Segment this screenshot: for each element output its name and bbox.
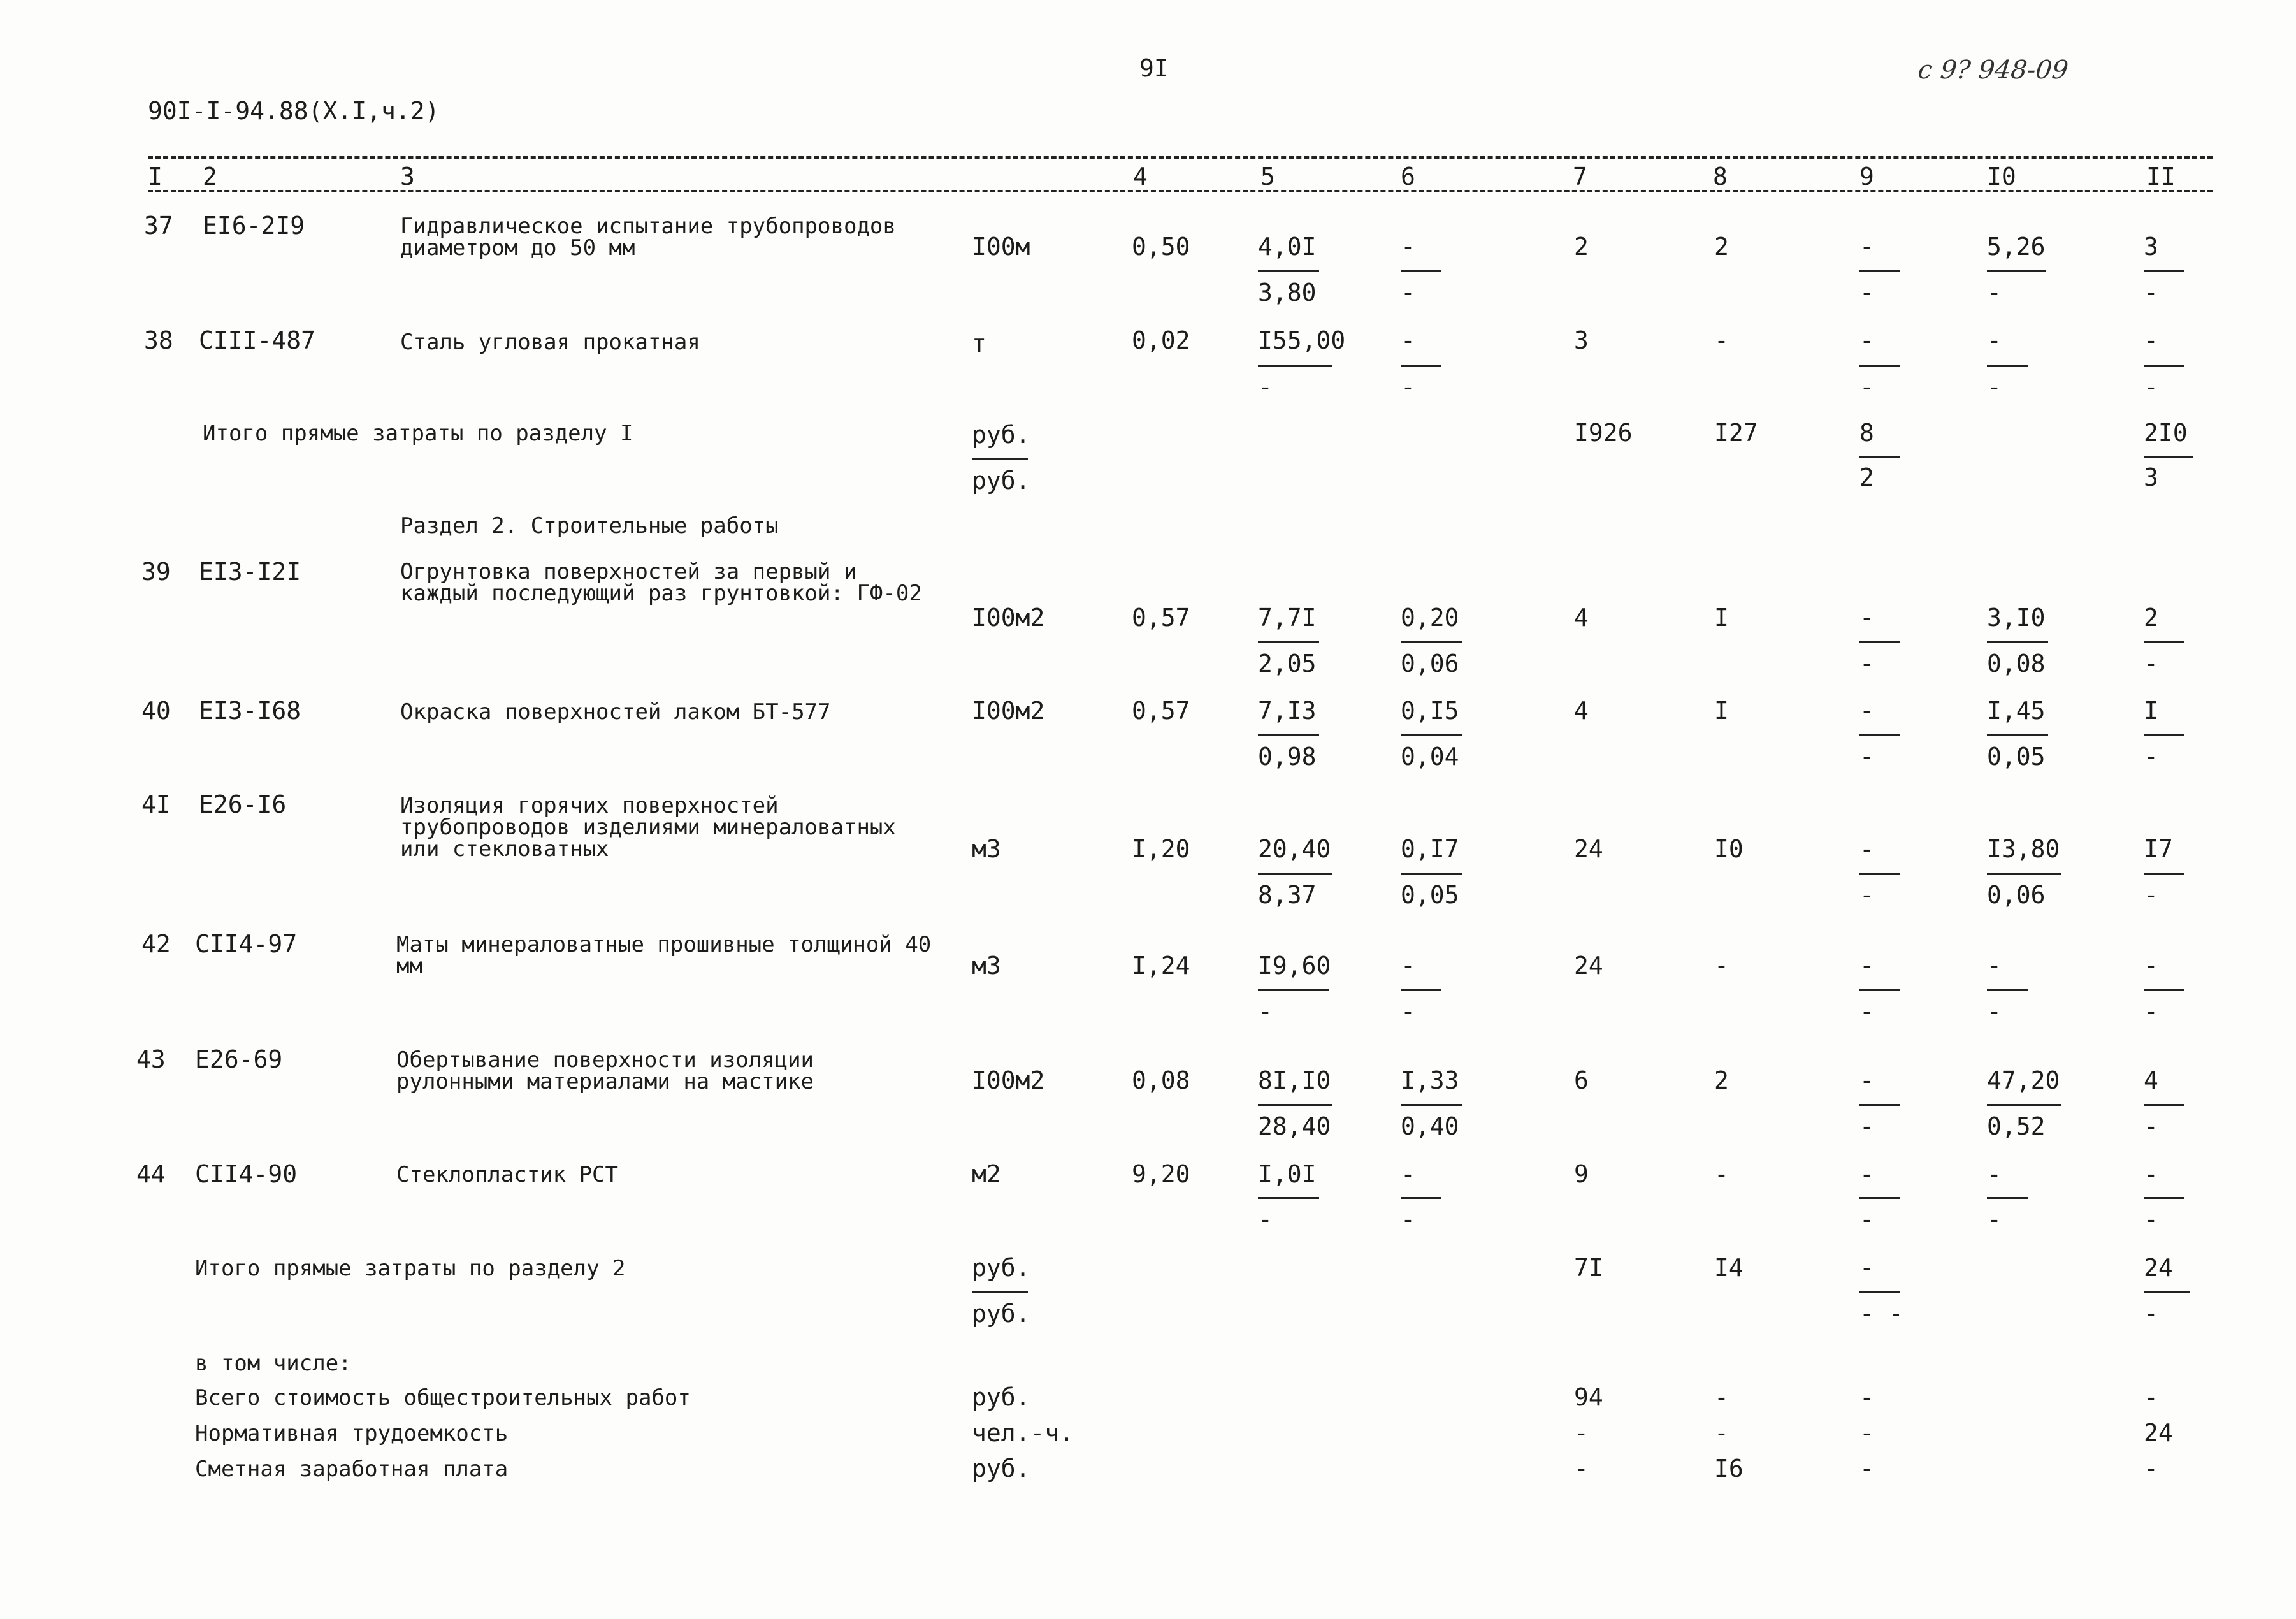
col5-fraction-line bbox=[1258, 270, 1319, 272]
row-col8: - bbox=[1714, 952, 1729, 980]
row-col5-bottom: 28,40 bbox=[1258, 1112, 1331, 1140]
col-header-2: 2 bbox=[203, 163, 217, 191]
row-col6-top: 0,I7 bbox=[1401, 835, 1459, 863]
col6-fraction-line bbox=[1401, 365, 1441, 367]
col10-fraction-line bbox=[1987, 1104, 2061, 1106]
row-col7: 2 bbox=[1574, 233, 1589, 261]
row-unit: I00м bbox=[972, 233, 1030, 261]
including-item-col8: - bbox=[1714, 1419, 1729, 1447]
col-header-11: II bbox=[2146, 163, 2176, 191]
including-item-col11: - bbox=[2144, 1383, 2158, 1411]
row-col8: I bbox=[1714, 604, 1729, 632]
col6-fraction-line bbox=[1401, 873, 1462, 875]
row-number: 37 bbox=[144, 212, 173, 240]
row-col7: 4 bbox=[1574, 697, 1589, 725]
col5-fraction-line bbox=[1258, 365, 1332, 367]
header-top-rule bbox=[148, 156, 2213, 159]
row-description: Маты минераловатные прошивные толщиной 40 мм bbox=[396, 932, 932, 979]
row-col6-bottom: - bbox=[1401, 279, 1415, 307]
col-header-8: 8 bbox=[1713, 163, 1728, 191]
row-col11-bottom: - bbox=[2144, 650, 2158, 678]
total-col7: 7I bbox=[1574, 1254, 1603, 1282]
col6-fraction-line bbox=[1401, 1104, 1462, 1106]
including-item-label: Сметная заработная плата bbox=[195, 1456, 509, 1482]
row-col11-top: 2 bbox=[2144, 604, 2158, 632]
col9-fraction-line bbox=[1859, 456, 1900, 458]
row-col9-top: - bbox=[1859, 1066, 1874, 1094]
row-col9-top: - bbox=[1859, 697, 1874, 725]
including-item-col8: I6 bbox=[1714, 1455, 1744, 1483]
total-col11-bottom: - bbox=[2144, 1300, 2158, 1328]
total-label: Итого прямые затраты по разделу 2 bbox=[195, 1256, 626, 1281]
row-col11-bottom: - bbox=[2144, 373, 2158, 401]
row-quantity: I,20 bbox=[1132, 835, 1190, 863]
row-number: 4I bbox=[141, 790, 171, 818]
col11-fraction-line bbox=[2144, 989, 2184, 991]
row-col10-bottom: 0,05 bbox=[1987, 743, 2046, 771]
row-col11-bottom: - bbox=[2144, 279, 2158, 307]
row-col5-bottom: - bbox=[1258, 998, 1273, 1026]
row-col11-top: 4 bbox=[2144, 1066, 2158, 1094]
row-code: CII4-97 bbox=[195, 930, 298, 958]
row-col11-top: 3 bbox=[2144, 233, 2158, 261]
col-header-7: 7 bbox=[1573, 163, 1587, 191]
col11-fraction-line bbox=[2144, 873, 2184, 875]
row-unit: I00м2 bbox=[972, 1066, 1045, 1094]
row-col6-bottom: - bbox=[1401, 373, 1415, 401]
row-col10-bottom: 0,06 bbox=[1987, 881, 2046, 909]
row-description: Окраска поверхностей лаком БТ-577 bbox=[400, 699, 831, 725]
total-col9-bottom: - - bbox=[1859, 1300, 1903, 1328]
including-item-col9: - bbox=[1859, 1383, 1874, 1411]
row-col11-top: - bbox=[2144, 952, 2158, 980]
row-description: Стеклопластик РСТ bbox=[396, 1162, 618, 1187]
row-col5-bottom: - bbox=[1258, 1205, 1273, 1233]
row-col9-bottom: - bbox=[1859, 881, 1874, 909]
row-number: 44 bbox=[136, 1160, 166, 1188]
row-col7: 4 bbox=[1574, 604, 1589, 632]
total-unit-bottom: руб. bbox=[972, 467, 1030, 495]
row-col8: - bbox=[1714, 326, 1729, 354]
col-header-1: I bbox=[148, 163, 162, 191]
col11-fraction-line bbox=[2144, 1291, 2190, 1293]
row-col10-bottom: - bbox=[1987, 373, 2002, 401]
row-col7: 3 bbox=[1574, 326, 1589, 354]
col9-fraction-line bbox=[1859, 1197, 1900, 1199]
row-col11-bottom: - bbox=[2144, 998, 2158, 1026]
col-header-6: 6 bbox=[1401, 163, 1415, 191]
total-unit-bottom: руб. bbox=[972, 1300, 1030, 1328]
row-description: Обертывание поверхности изоляции рулонными материалами на мастике bbox=[396, 1047, 814, 1094]
row-quantity: I,24 bbox=[1132, 952, 1190, 980]
col9-fraction-line bbox=[1859, 989, 1900, 991]
row-quantity: 0,57 bbox=[1132, 697, 1190, 725]
total-col11-top: 24 bbox=[2144, 1254, 2173, 1282]
total-col7: I926 bbox=[1574, 419, 1633, 447]
row-col6-top: 0,20 bbox=[1401, 604, 1459, 632]
row-col7: 9 bbox=[1574, 1160, 1589, 1188]
col6-fraction-line bbox=[1401, 1197, 1441, 1199]
page-number: 9I bbox=[1139, 54, 1169, 82]
row-number: 38 bbox=[144, 326, 173, 354]
row-col11-bottom: - bbox=[2144, 1205, 2158, 1233]
total-unit-top: руб. bbox=[972, 1254, 1030, 1282]
unit-fraction-line bbox=[972, 458, 1028, 460]
row-col5-top: 4,0I bbox=[1258, 233, 1317, 261]
col11-fraction-line bbox=[2144, 270, 2184, 272]
total-label: Итого прямые затраты по разделу I bbox=[203, 421, 633, 446]
including-item-unit: руб. bbox=[972, 1383, 1030, 1411]
row-unit: I00м2 bbox=[972, 697, 1045, 725]
row-description: Изоляция горячих поверхностей трубопроводов изделиями минераловатных или стекловатных bbox=[400, 793, 896, 862]
handwritten-stamp: с 9? 948-09 bbox=[1916, 55, 2070, 85]
row-col10-bottom: 0,52 bbox=[1987, 1112, 2046, 1140]
col10-fraction-line bbox=[1987, 873, 2061, 875]
col6-fraction-line bbox=[1401, 734, 1462, 736]
row-col9-top: - bbox=[1859, 835, 1874, 863]
row-col9-bottom: - bbox=[1859, 373, 1874, 401]
row-col6-top: - bbox=[1401, 952, 1415, 980]
row-number: 43 bbox=[136, 1045, 166, 1073]
col10-fraction-line bbox=[1987, 641, 2048, 643]
row-col8: - bbox=[1714, 1160, 1729, 1188]
header-bottom-rule bbox=[148, 190, 2213, 192]
row-col10-bottom: - bbox=[1987, 1205, 2002, 1233]
col11-fraction-line bbox=[2144, 1104, 2184, 1106]
row-col6-bottom: 0,06 bbox=[1401, 650, 1459, 678]
row-col10-top: - bbox=[1987, 1160, 2002, 1188]
row-quantity: 0,08 bbox=[1132, 1066, 1190, 1094]
row-col7: 24 bbox=[1574, 835, 1603, 863]
col9-fraction-line bbox=[1859, 1104, 1900, 1106]
row-col9-bottom: - bbox=[1859, 279, 1874, 307]
col9-fraction-line bbox=[1859, 873, 1900, 875]
row-col9-bottom: - bbox=[1859, 650, 1874, 678]
row-col5-top: I9,60 bbox=[1258, 952, 1331, 980]
row-description: Гидравлическое испытание трубопроводов диаметром до 50 мм bbox=[400, 214, 896, 261]
row-unit: т bbox=[972, 330, 986, 358]
row-code: CIII-487 bbox=[199, 326, 316, 354]
row-unit: м3 bbox=[972, 835, 1001, 863]
row-col5-top: 8I,I0 bbox=[1258, 1066, 1331, 1094]
row-col9-bottom: - bbox=[1859, 998, 1874, 1026]
row-col6-top: I,33 bbox=[1401, 1066, 1459, 1094]
col-header-4: 4 bbox=[1133, 163, 1148, 191]
row-code: EI3-I68 bbox=[199, 697, 301, 725]
row-col9-top: - bbox=[1859, 326, 1874, 354]
row-col5-top: 7,7I bbox=[1258, 604, 1317, 632]
col10-fraction-line bbox=[1987, 270, 2046, 272]
row-col5-bottom: 0,98 bbox=[1258, 743, 1317, 771]
row-unit: м3 bbox=[972, 952, 1001, 980]
total-col9-bottom: 2 bbox=[1859, 463, 1874, 491]
total-col8: I4 bbox=[1714, 1254, 1744, 1282]
col9-fraction-line bbox=[1859, 270, 1900, 272]
total-unit-top: руб. bbox=[972, 421, 1030, 449]
row-code: EI3-I2I bbox=[199, 558, 301, 586]
including-item-col7: 94 bbox=[1574, 1383, 1603, 1411]
including-item-col7: - bbox=[1574, 1455, 1589, 1483]
row-col11-top: I7 bbox=[2144, 835, 2173, 863]
row-quantity: 9,20 bbox=[1132, 1160, 1190, 1188]
including-item-col7: - bbox=[1574, 1419, 1589, 1447]
row-col10-bottom: - bbox=[1987, 998, 2002, 1026]
row-description: Огрунтовка поверхностей за первый и каждый последующий раз грунтовкой: ГФ-02 bbox=[400, 559, 922, 606]
including-item-label: Нормативная трудоемкость bbox=[195, 1421, 509, 1446]
col10-fraction-line bbox=[1987, 365, 2028, 367]
row-col10-top: 47,20 bbox=[1987, 1066, 2060, 1094]
unit-fraction-line bbox=[972, 1291, 1028, 1293]
col10-fraction-line bbox=[1987, 1197, 2028, 1199]
col5-fraction-line bbox=[1258, 1197, 1319, 1199]
row-quantity: 0,02 bbox=[1132, 326, 1190, 354]
col-header-5: 5 bbox=[1260, 163, 1275, 191]
row-col8: I bbox=[1714, 697, 1729, 725]
row-col10-top: I3,80 bbox=[1987, 835, 2060, 863]
including-item-col8: - bbox=[1714, 1383, 1729, 1411]
row-col6-top: - bbox=[1401, 1160, 1415, 1188]
row-quantity: 0,57 bbox=[1132, 604, 1190, 632]
col10-fraction-line bbox=[1987, 989, 2028, 991]
row-col6-bottom: 0,05 bbox=[1401, 881, 1459, 909]
row-col5-bottom: 8,37 bbox=[1258, 881, 1317, 909]
row-col5-top: I55,00 bbox=[1258, 326, 1346, 354]
row-col9-top: - bbox=[1859, 233, 1874, 261]
including-item-col9: - bbox=[1859, 1455, 1874, 1483]
row-col8: 2 bbox=[1714, 1066, 1729, 1094]
col-header-3: 3 bbox=[400, 163, 415, 191]
col11-fraction-line bbox=[2144, 456, 2193, 458]
col-header-9: 9 bbox=[1859, 163, 1874, 191]
section-heading: Раздел 2. Строительные работы bbox=[400, 513, 779, 539]
row-code: E26-I6 bbox=[199, 790, 287, 818]
document-code: 90I-I-94.88(X.I,ч.2) bbox=[148, 97, 440, 125]
row-col5-top: 7,I3 bbox=[1258, 697, 1317, 725]
row-col8: 2 bbox=[1714, 233, 1729, 261]
col11-fraction-line bbox=[2144, 1197, 2184, 1199]
row-col5-top: 20,40 bbox=[1258, 835, 1331, 863]
row-col11-bottom: - bbox=[2144, 743, 2158, 771]
row-description: Сталь угловая прокатная bbox=[400, 330, 700, 355]
col9-fraction-line bbox=[1859, 1291, 1900, 1293]
row-col9-bottom: - bbox=[1859, 743, 1874, 771]
row-col6-bottom: - bbox=[1401, 998, 1415, 1026]
row-col7: 24 bbox=[1574, 952, 1603, 980]
total-col8: I27 bbox=[1714, 419, 1758, 447]
including-label: в том числе: bbox=[195, 1351, 352, 1376]
row-number: 42 bbox=[141, 930, 171, 958]
including-item-label: Всего стоимость общестроительных работ bbox=[195, 1385, 691, 1411]
col5-fraction-line bbox=[1258, 641, 1319, 643]
row-col5-bottom: - bbox=[1258, 373, 1273, 401]
row-col10-bottom: - bbox=[1987, 279, 2002, 307]
row-col9-top: - bbox=[1859, 604, 1874, 632]
row-col9-top: - bbox=[1859, 1160, 1874, 1188]
col6-fraction-line bbox=[1401, 989, 1441, 991]
row-col6-bottom: - bbox=[1401, 1205, 1415, 1233]
row-col5-bottom: 3,80 bbox=[1258, 279, 1317, 307]
row-code: CII4-90 bbox=[195, 1160, 298, 1188]
total-col9-top: 8 bbox=[1859, 419, 1874, 447]
col5-fraction-line bbox=[1258, 1104, 1332, 1106]
row-col10-bottom: 0,08 bbox=[1987, 650, 2046, 678]
including-item-unit: чел.-ч. bbox=[972, 1419, 1074, 1447]
row-quantity: 0,50 bbox=[1132, 233, 1190, 261]
col6-fraction-line bbox=[1401, 641, 1462, 643]
col9-fraction-line bbox=[1859, 641, 1900, 643]
row-col6-top: - bbox=[1401, 233, 1415, 261]
row-col11-top: I bbox=[2144, 697, 2158, 725]
col9-fraction-line bbox=[1859, 365, 1900, 367]
row-col11-top: - bbox=[2144, 1160, 2158, 1188]
total-col11-bottom: 3 bbox=[2144, 463, 2158, 491]
row-number: 40 bbox=[141, 697, 171, 725]
row-col10-top: I,45 bbox=[1987, 697, 2046, 725]
row-code: E26-69 bbox=[195, 1045, 283, 1073]
row-col10-top: - bbox=[1987, 326, 2002, 354]
col11-fraction-line bbox=[2144, 641, 2184, 643]
row-col10-top: - bbox=[1987, 952, 2002, 980]
col6-fraction-line bbox=[1401, 270, 1441, 272]
including-item-col11: 24 bbox=[2144, 1419, 2173, 1447]
including-item-col11: - bbox=[2144, 1455, 2158, 1483]
col10-fraction-line bbox=[1987, 734, 2048, 736]
row-col10-top: 3,I0 bbox=[1987, 604, 2046, 632]
row-col6-top: - bbox=[1401, 326, 1415, 354]
col-header-10: I0 bbox=[1987, 163, 2016, 191]
row-col9-bottom: - bbox=[1859, 1205, 1874, 1233]
col5-fraction-line bbox=[1258, 734, 1319, 736]
col9-fraction-line bbox=[1859, 734, 1900, 736]
row-col5-top: I,0I bbox=[1258, 1160, 1317, 1188]
row-col11-bottom: - bbox=[2144, 881, 2158, 909]
row-col5-bottom: 2,05 bbox=[1258, 650, 1317, 678]
including-item-unit: руб. bbox=[972, 1455, 1030, 1483]
row-col6-bottom: 0,40 bbox=[1401, 1112, 1459, 1140]
including-item-col9: - bbox=[1859, 1419, 1874, 1447]
col11-fraction-line bbox=[2144, 365, 2184, 367]
row-col6-bottom: 0,04 bbox=[1401, 743, 1459, 771]
row-col6-top: 0,I5 bbox=[1401, 697, 1459, 725]
row-code: EI6-2I9 bbox=[203, 212, 305, 240]
total-col11-top: 2I0 bbox=[2144, 419, 2188, 447]
row-col7: 6 bbox=[1574, 1066, 1589, 1094]
row-col9-top: - bbox=[1859, 952, 1874, 980]
row-col9-bottom: - bbox=[1859, 1112, 1874, 1140]
row-number: 39 bbox=[141, 558, 171, 586]
row-col11-top: - bbox=[2144, 326, 2158, 354]
row-col8: I0 bbox=[1714, 835, 1744, 863]
row-unit: I00м2 bbox=[972, 604, 1045, 632]
col5-fraction-line bbox=[1258, 989, 1329, 991]
col5-fraction-line bbox=[1258, 873, 1332, 875]
total-col9-top: - bbox=[1859, 1254, 1874, 1282]
row-col10-top: 5,26 bbox=[1987, 233, 2046, 261]
col11-fraction-line bbox=[2144, 734, 2184, 736]
row-unit: м2 bbox=[972, 1160, 1001, 1188]
row-col11-bottom: - bbox=[2144, 1112, 2158, 1140]
